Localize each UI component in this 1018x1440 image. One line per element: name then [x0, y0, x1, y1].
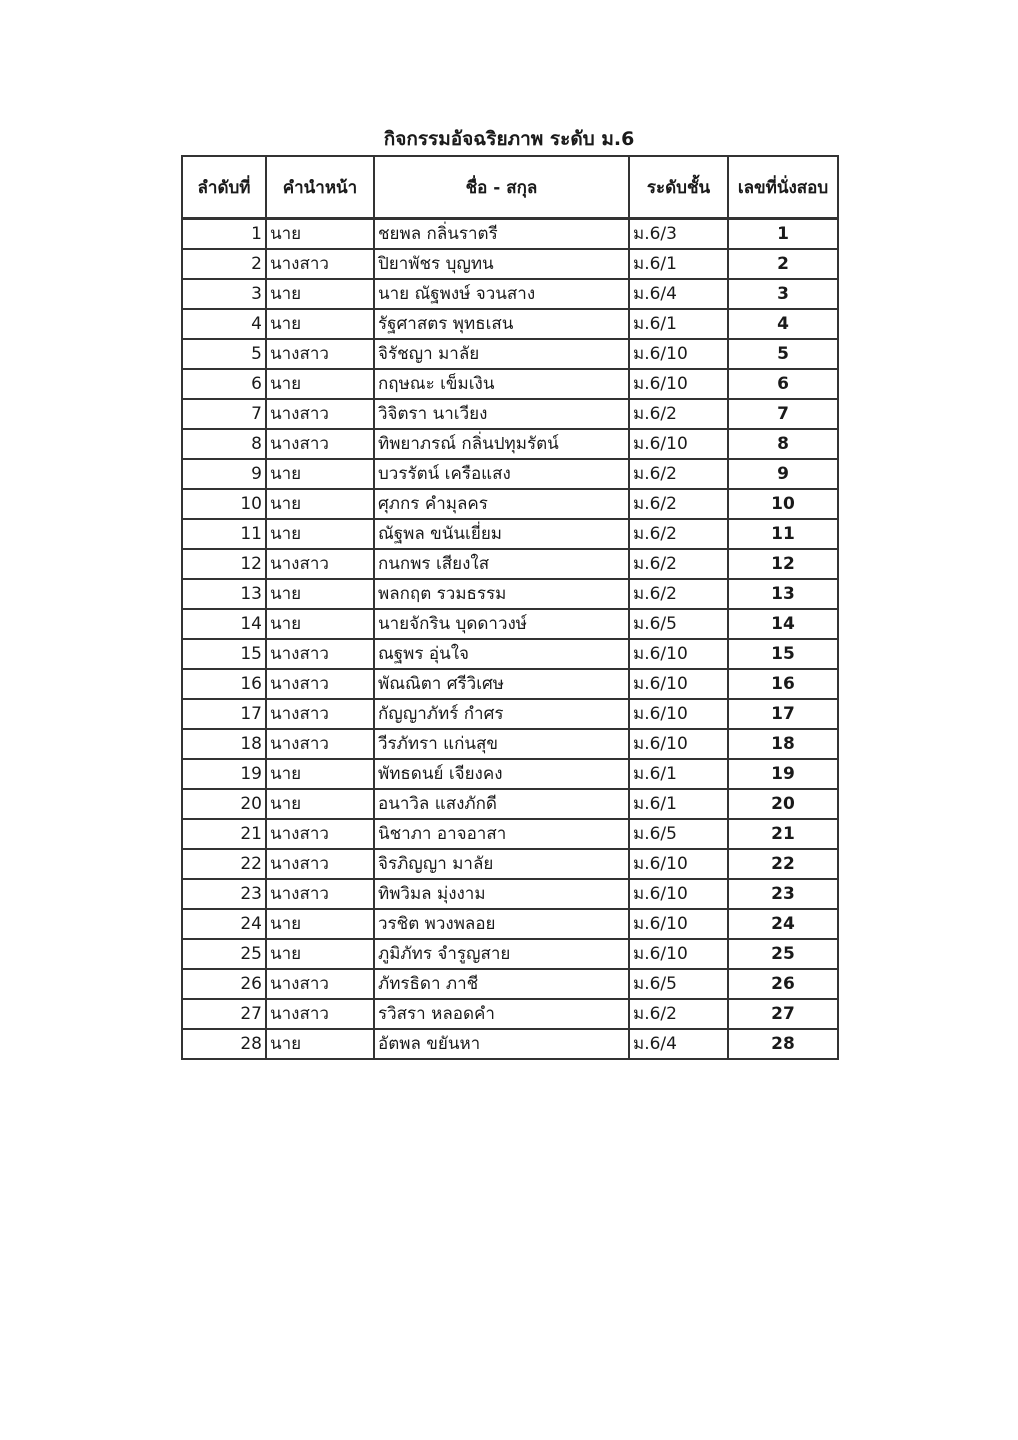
cell-name: กฤษณะ เข็มเงิน	[374, 369, 629, 399]
table-row	[182, 279, 838, 309]
cell-class: ม.6/4	[629, 1029, 728, 1059]
table-row	[182, 729, 838, 759]
cell-name: นาย ณัฐพงษ์ จวนสาง	[374, 279, 629, 309]
cell-class: ม.6/2	[629, 549, 728, 579]
cell-seat: 17	[728, 699, 838, 729]
cell-prefix: นาย	[266, 279, 374, 309]
cell-class: ม.6/10	[629, 849, 728, 879]
cell-class: ม.6/10	[629, 639, 728, 669]
table-row	[182, 639, 838, 669]
cell-no: 28	[182, 1029, 266, 1059]
cell-name: กนกพร เสียงใส	[374, 549, 629, 579]
table-row	[182, 969, 838, 999]
cell-name: ภัทรธิดา ภาชี	[374, 969, 629, 999]
cell-seat: 21	[728, 819, 838, 849]
cell-class: ม.6/1	[629, 789, 728, 819]
table-row	[182, 999, 838, 1029]
cell-class: ม.6/10	[629, 699, 728, 729]
cell-name: นายจักริน บุดดาวงษ์	[374, 609, 629, 639]
cell-no: 7	[182, 399, 266, 429]
cell-seat: 19	[728, 759, 838, 789]
table-row	[182, 699, 838, 729]
cell-name: อัตพล ขยันหา	[374, 1029, 629, 1059]
table-row	[182, 249, 838, 279]
cell-prefix: นางสาว	[266, 969, 374, 999]
cell-name: ณฐพร อุ่นใจ	[374, 639, 629, 669]
cell-seat: 2	[728, 249, 838, 279]
cell-prefix: นางสาว	[266, 849, 374, 879]
cell-name: วิจิตรา นาเวียง	[374, 399, 629, 429]
table-row	[182, 819, 838, 849]
cell-name: ปิยาพัชร บุญทน	[374, 249, 629, 279]
cell-class: ม.6/10	[629, 939, 728, 969]
cell-prefix: นาย	[266, 369, 374, 399]
cell-class: ม.6/10	[629, 669, 728, 699]
cell-prefix: นางสาว	[266, 249, 374, 279]
cell-seat: 23	[728, 879, 838, 909]
cell-seat: 1	[728, 219, 838, 250]
cell-class: ม.6/2	[629, 999, 728, 1029]
header-no: ลำดับที่	[182, 156, 266, 219]
cell-prefix: นาย	[266, 789, 374, 819]
cell-seat: 15	[728, 639, 838, 669]
cell-seat: 20	[728, 789, 838, 819]
cell-prefix: นาย	[266, 219, 374, 250]
cell-prefix: นางสาว	[266, 729, 374, 759]
cell-prefix: นาย	[266, 579, 374, 609]
cell-seat: 27	[728, 999, 838, 1029]
header-class: ระดับชั้น	[629, 156, 728, 219]
cell-no: 11	[182, 519, 266, 549]
header-row	[182, 156, 838, 219]
cell-name: รัฐศาสตร พุทธเสน	[374, 309, 629, 339]
table-row	[182, 399, 838, 429]
cell-class: ม.6/5	[629, 609, 728, 639]
cell-prefix: นาย	[266, 609, 374, 639]
cell-no: 13	[182, 579, 266, 609]
table-row	[182, 489, 838, 519]
cell-no: 9	[182, 459, 266, 489]
cell-class: ม.6/10	[629, 729, 728, 759]
cell-seat: 11	[728, 519, 838, 549]
table-header	[182, 156, 838, 219]
cell-name: วีรภัทรา แก่นสุข	[374, 729, 629, 759]
cell-name: ทิพยาภรณ์ กลิ่นปทุมรัตน์	[374, 429, 629, 459]
cell-prefix: นางสาว	[266, 639, 374, 669]
table-row	[182, 369, 838, 399]
cell-prefix: นาย	[266, 759, 374, 789]
cell-no: 1	[182, 219, 266, 250]
cell-class: ม.6/2	[629, 489, 728, 519]
cell-name: จิรภิญญา มาลัย	[374, 849, 629, 879]
table-row	[182, 609, 838, 639]
cell-seat: 24	[728, 909, 838, 939]
table-row	[182, 939, 838, 969]
table-row	[182, 519, 838, 549]
header-seat: เลขที่นั่งสอบ	[728, 156, 838, 219]
cell-class: ม.6/4	[629, 279, 728, 309]
cell-class: ม.6/5	[629, 969, 728, 999]
cell-prefix: นางสาว	[266, 549, 374, 579]
cell-seat: 14	[728, 609, 838, 639]
table-row	[182, 549, 838, 579]
cell-name: ศุภกร คำมุลคร	[374, 489, 629, 519]
cell-no: 27	[182, 999, 266, 1029]
cell-class: ม.6/10	[629, 909, 728, 939]
cell-seat: 9	[728, 459, 838, 489]
cell-no: 6	[182, 369, 266, 399]
cell-no: 8	[182, 429, 266, 459]
cell-seat: 16	[728, 669, 838, 699]
cell-name: พัทธดนย์ เจียงคง	[374, 759, 629, 789]
cell-prefix: นางสาว	[266, 879, 374, 909]
cell-class: ม.6/1	[629, 249, 728, 279]
cell-class: ม.6/10	[629, 879, 728, 909]
cell-seat: 13	[728, 579, 838, 609]
cell-name: ณัฐพล ขนันเยี่ยม	[374, 519, 629, 549]
cell-prefix: นางสาว	[266, 819, 374, 849]
cell-no: 4	[182, 309, 266, 339]
cell-prefix: นาย	[266, 1029, 374, 1059]
cell-seat: 26	[728, 969, 838, 999]
table-row	[182, 579, 838, 609]
cell-prefix: นาย	[266, 459, 374, 489]
cell-class: ม.6/1	[629, 759, 728, 789]
table-row	[182, 339, 838, 369]
cell-class: ม.6/2	[629, 399, 728, 429]
cell-name: ภูมิภัทร จำรูญสาย	[374, 939, 629, 969]
table-row	[182, 219, 838, 250]
cell-no: 10	[182, 489, 266, 519]
cell-no: 23	[182, 879, 266, 909]
table-row	[182, 459, 838, 489]
cell-seat: 28	[728, 1029, 838, 1059]
cell-no: 18	[182, 729, 266, 759]
cell-prefix: นาย	[266, 489, 374, 519]
cell-class: ม.6/10	[629, 339, 728, 369]
cell-class: ม.6/2	[629, 519, 728, 549]
table-body	[182, 219, 838, 1060]
cell-seat: 7	[728, 399, 838, 429]
cell-prefix: นางสาว	[266, 429, 374, 459]
cell-class: ม.6/2	[629, 579, 728, 609]
table-row	[182, 909, 838, 939]
cell-seat: 3	[728, 279, 838, 309]
cell-class: ม.6/10	[629, 369, 728, 399]
cell-seat: 22	[728, 849, 838, 879]
cell-no: 14	[182, 609, 266, 639]
cell-name: ทิพวิมล มุ่งงาม	[374, 879, 629, 909]
cell-name: กัญญาภัทร์ กำศร	[374, 699, 629, 729]
table-row	[182, 849, 838, 879]
cell-no: 22	[182, 849, 266, 879]
cell-no: 26	[182, 969, 266, 999]
cell-no: 15	[182, 639, 266, 669]
cell-prefix: นาย	[266, 519, 374, 549]
header-name: ชื่อ - สกุล	[374, 156, 629, 219]
cell-name: อนาวิล แสงภักดี	[374, 789, 629, 819]
cell-no: 2	[182, 249, 266, 279]
cell-name: พัณณิตา ศรีวิเศษ	[374, 669, 629, 699]
header-prefix: คำนำหน้า	[266, 156, 374, 219]
cell-no: 25	[182, 939, 266, 969]
table-row	[182, 429, 838, 459]
table-row	[182, 309, 838, 339]
cell-prefix: นางสาว	[266, 399, 374, 429]
cell-seat: 5	[728, 339, 838, 369]
cell-no: 12	[182, 549, 266, 579]
page-title: กิจกรรมอัจฉริยภาพ ระดับ ม.6	[383, 128, 635, 150]
cell-name: พลกฤต รวมธรรม	[374, 579, 629, 609]
student-roster-table	[181, 155, 839, 1060]
cell-name: จิรัชญา มาลัย	[374, 339, 629, 369]
cell-no: 21	[182, 819, 266, 849]
cell-name: นิชาภา อาจอาสา	[374, 819, 629, 849]
cell-prefix: นางสาว	[266, 999, 374, 1029]
cell-prefix: นาย	[266, 309, 374, 339]
cell-no: 24	[182, 909, 266, 939]
cell-class: ม.6/1	[629, 309, 728, 339]
cell-no: 5	[182, 339, 266, 369]
cell-seat: 12	[728, 549, 838, 579]
cell-prefix: นางสาว	[266, 339, 374, 369]
cell-name: ชยพล กลิ่นราตรี	[374, 219, 629, 250]
cell-name: บวรรัตน์ เครือแสง	[374, 459, 629, 489]
cell-class: ม.6/5	[629, 819, 728, 849]
table-row	[182, 1029, 838, 1059]
cell-no: 19	[182, 759, 266, 789]
cell-prefix: นาย	[266, 939, 374, 969]
cell-seat: 10	[728, 489, 838, 519]
cell-prefix: นางสาว	[266, 699, 374, 729]
cell-class: ม.6/2	[629, 459, 728, 489]
cell-name: รวิสรา หลอดคำ	[374, 999, 629, 1029]
cell-class: ม.6/3	[629, 219, 728, 250]
cell-seat: 18	[728, 729, 838, 759]
cell-seat: 6	[728, 369, 838, 399]
cell-class: ม.6/10	[629, 429, 728, 459]
table-row	[182, 879, 838, 909]
cell-name: วรชิต พวงพลอย	[374, 909, 629, 939]
cell-no: 3	[182, 279, 266, 309]
table-row	[182, 789, 838, 819]
cell-no: 16	[182, 669, 266, 699]
table-row	[182, 669, 838, 699]
cell-seat: 8	[728, 429, 838, 459]
cell-no: 20	[182, 789, 266, 819]
cell-prefix: นางสาว	[266, 669, 374, 699]
cell-seat: 4	[728, 309, 838, 339]
table-row	[182, 759, 838, 789]
cell-seat: 25	[728, 939, 838, 969]
cell-no: 17	[182, 699, 266, 729]
cell-prefix: นาย	[266, 909, 374, 939]
